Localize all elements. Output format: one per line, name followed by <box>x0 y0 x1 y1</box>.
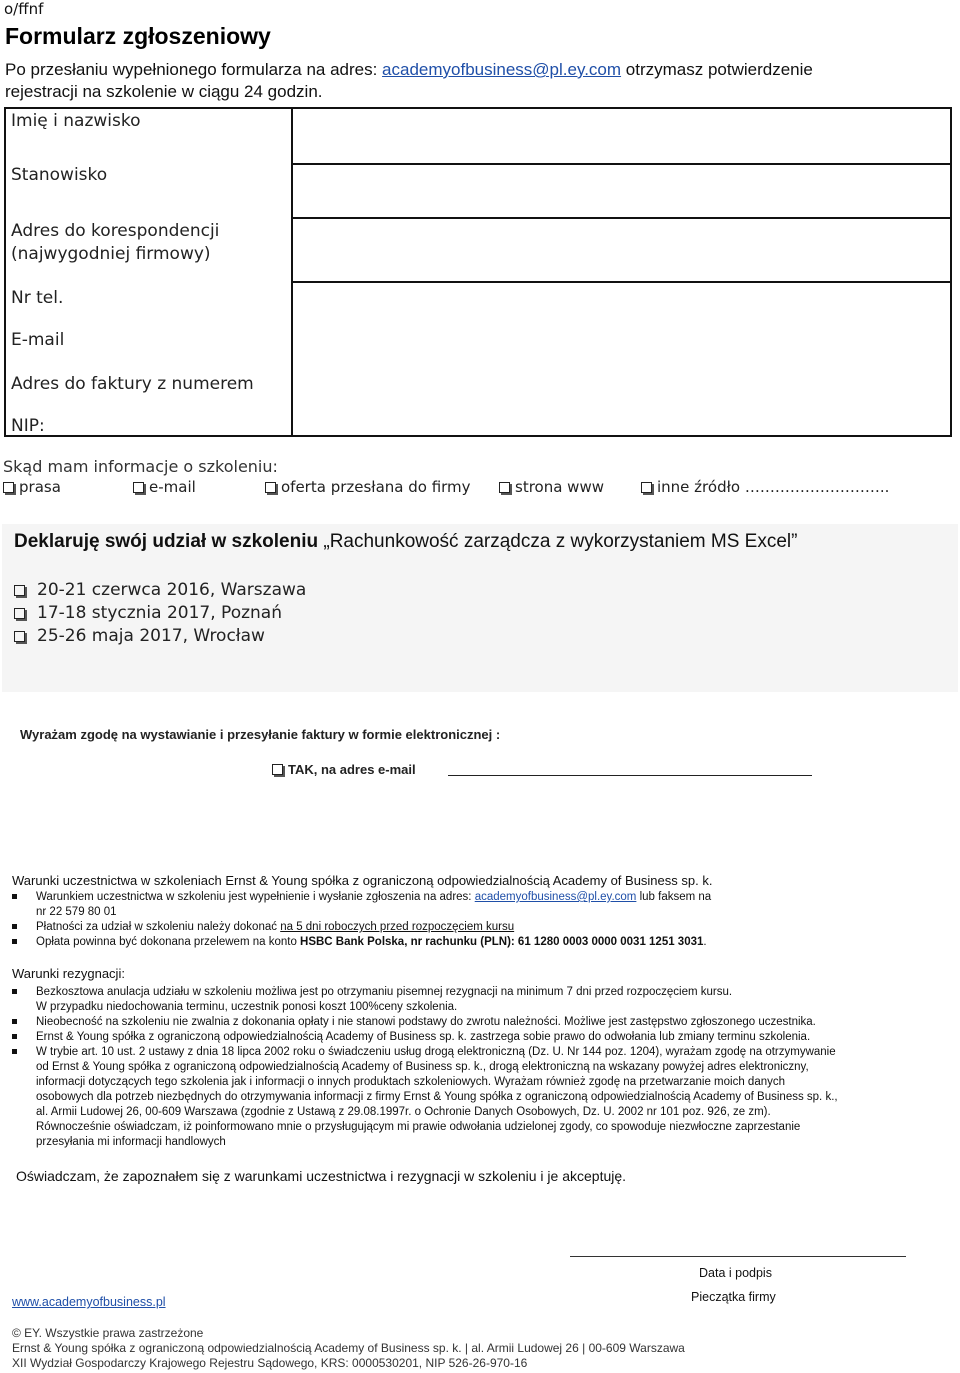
footer-copyright: © EY. Wszystkie prawa zastrzeżone <box>12 1326 204 1340</box>
bullet-icon <box>12 989 17 994</box>
date-option-poznan[interactable] <box>14 603 282 623</box>
acceptance-statement: Oświadczam, że zapoznałem się z warunkami uczestnictwa i rezygnacji w szkoleniu i je akceptuję. <box>16 1168 627 1184</box>
document-code: o/ffnf <box>4 0 44 18</box>
einvoice-email-line[interactable] <box>448 775 812 776</box>
source-option-label: inne źródło <box>657 478 741 496</box>
source-label: Skąd mam informacje o szkoleniu: <box>3 457 278 476</box>
checkbox-icon[interactable] <box>14 631 25 642</box>
checkbox-icon[interactable] <box>14 608 25 619</box>
label-invoice-address: Adres do faktury z numerem <box>11 374 254 394</box>
conditions-heading: Warunki uczestnictwa w szkoleniach Ernst & Young spółka z ograniczoną odpowiedzialnością Academy of Business sp. k. <box>12 873 713 888</box>
condition-3-after: . <box>703 936 707 948</box>
condition-2 <box>36 920 956 935</box>
condition-3-text: Opłata powinna być dokonana przelewem na konto <box>36 936 301 948</box>
label-position: Stanowisko <box>11 165 108 185</box>
page-title: Formularz zgłoszeniowy <box>5 23 271 49</box>
bullet-icon <box>12 924 17 929</box>
declaration-prefix: Deklaruję swój udział w szkoleniu <box>14 531 324 552</box>
bullet-icon <box>12 894 17 899</box>
consent-line: od Ernst & Young spółka z ograniczoną odpowiedzialnością Academy of Business sp. k., drogą elektroniczną na wskazany powyżej adres elektroniczny, <box>36 1061 809 1073</box>
label-name: Imię i nazwisko <box>11 111 141 131</box>
company-stamp-label: Pieczątka firmy <box>691 1290 776 1304</box>
row-divider-1 <box>291 163 950 165</box>
website-link[interactable]: www.academyofbusiness.pl <box>12 1295 166 1309</box>
consent-line: Równocześnie oświadczam, iż poinformowano mnie o przysługującym mi prawie odwołania udzielonej zgody, co spowoduje niezwłoczne zaprzestanie <box>36 1121 801 1133</box>
date-option-label: 25-26 maja 2017, Wrocław <box>37 626 265 646</box>
signature-line[interactable] <box>570 1256 906 1257</box>
intro-before: Po przesłaniu wypełnionego formularza na adres: <box>5 60 383 79</box>
resignation-1-line2: W przypadku niedochowania terminu, uczestnik ponosi koszt 100%ceny szkolenia. <box>36 1001 458 1013</box>
row-divider-3 <box>291 281 950 283</box>
field-value-position[interactable] <box>296 167 948 215</box>
course-name: „Rachunkowość zarządcza z wykorzystaniem MS Excel” <box>323 531 798 552</box>
footer-registry: XII Wydział Gospodarczy Krajowego Rejestru Sądowego, KRS: 0000530201, NIP 526-26-970-16 <box>12 1356 528 1370</box>
source-option-website[interactable] <box>499 478 604 496</box>
intro-line2: rejestracji na szkolenie w ciągu 24 godzin. <box>5 82 323 101</box>
einvoice-yes-option[interactable] <box>272 762 416 777</box>
date-option-label: 20-21 czerwca 2016, Warszawa <box>37 580 307 600</box>
table-column-divider <box>291 109 293 435</box>
label-address-line2: (najwygodniej firmowy) <box>11 244 211 264</box>
label-phone: Nr tel. <box>11 288 64 308</box>
resignation-2: Nieobecność na szkoleniu nie zwalnia z dokonania opłaty i nie stanowi podstawy do zwrotu należności. Możliwe jest zastępstwo zgłoszonego uczestnika. <box>36 1016 816 1028</box>
consent-line: informacji dotyczących tego szkolenia jak i informacji o innych produktach szkoleniowych. Wyrażam również zgodę na przetwarzanie moich danych <box>36 1076 786 1088</box>
source-option-press[interactable] <box>3 478 61 496</box>
checkbox-icon[interactable] <box>265 482 276 493</box>
condition-1-text: Warunkiem uczestnictwa w szkoleniu jest wypełnienie i wysłanie zgłoszenia na adres: <box>36 891 475 903</box>
bank-account: HSBC Bank Polska, nr rachunku (PLN): 61 1280 0003 0000 0031 1251 3031 <box>300 936 704 948</box>
consent-line: przesyłania mi informacji handlowych <box>36 1136 226 1148</box>
field-value-details[interactable] <box>296 285 948 433</box>
source-option-other[interactable] <box>641 478 889 496</box>
consent-line: al. Armii Ludowej 26, 00-609 Warszawa (zgodnie z Ustawą z 29.08.1997r. o Ochronie Danych Osobowych, Dz. U. 2002 nr 101 poz. 926, ze zm). <box>36 1106 771 1118</box>
date-signature-label: Data i podpis <box>699 1266 772 1280</box>
resignation-3: Ernst & Young spółka z ograniczoną odpowiedzialnością Academy of Business sp. k. zastrzega sobie prawo do odwołania lub zmiany terminu szkolenia. <box>36 1031 811 1043</box>
consent-line: osobowych dla potrzeb niezbędnych do otrzymywania informacji z firmy Ernst & Young spółka z ograniczoną odpowiedzialnością Academy of Business sp. k., <box>36 1091 838 1103</box>
intro-after: otrzymasz potwierdzenie <box>621 60 813 79</box>
field-value-name[interactable] <box>296 111 948 161</box>
einvoice-yes-label: TAK, na adres e-mail <box>288 762 416 777</box>
bullet-icon <box>12 939 17 944</box>
checkbox-icon[interactable] <box>133 482 144 493</box>
intro-email-link[interactable]: academyofbusiness@pl.ey.com <box>382 60 622 79</box>
source-option-label: e-mail <box>149 478 196 496</box>
label-email: E-mail <box>11 330 65 350</box>
checkbox-icon[interactable] <box>3 482 14 493</box>
bullet-icon <box>12 1019 17 1024</box>
date-option-wroclaw[interactable] <box>14 626 265 646</box>
einvoice-consent: Wyrażam zgodę na wystawianie i przesyłanie faktury w formie elektronicznej : <box>20 727 501 742</box>
label-nip: NIP: <box>11 416 45 436</box>
condition-1-line2: nr 22 579 80 01 <box>36 906 117 918</box>
declaration-heading <box>14 531 797 553</box>
checkbox-icon[interactable] <box>499 482 510 493</box>
source-option-offer[interactable] <box>265 478 471 496</box>
source-option-label: oferta przesłana do firmy <box>281 478 471 496</box>
bullet-icon <box>12 1034 17 1039</box>
row-divider-2 <box>291 217 950 219</box>
label-address-line1: Adres do korespondencji <box>11 221 220 241</box>
condition-1 <box>36 890 956 920</box>
condition-email-link[interactable]: academyofbusiness@pl.ey.com <box>474 891 637 903</box>
condition-2-text: Płatności za udział w szkoleniu należy dokonać <box>36 921 281 933</box>
date-option-label: 17-18 stycznia 2017, Poznań <box>37 603 282 623</box>
source-option-label: strona www <box>515 478 604 496</box>
checkbox-icon[interactable] <box>14 585 25 596</box>
resignation-heading: Warunki rezygnacji: <box>12 966 125 981</box>
source-option-email[interactable] <box>133 478 196 496</box>
checkbox-icon[interactable] <box>272 764 283 775</box>
other-source-dots: ……………………….. <box>744 478 890 496</box>
condition-3 <box>36 935 956 950</box>
checkbox-icon[interactable] <box>641 482 652 493</box>
intro-text <box>5 59 813 103</box>
condition-2-deadline: na 5 dni roboczych przed rozpoczęciem kursu <box>280 921 515 933</box>
consent-line: W trybie art. 10 ust. 2 ustawy z dnia 18 lipca 2002 roku o świadczeniu usług drogą elektroniczną (Dz. U. Nr 144 poz. 1204), wyrażam zgodę na otrzymywanie <box>36 1046 836 1058</box>
condition-1-after: lub faksem na <box>636 891 712 903</box>
field-value-address[interactable] <box>296 221 948 279</box>
date-option-warsaw[interactable] <box>14 580 306 600</box>
footer-company: Ernst & Young spółka z ograniczoną odpowiedzialnością Academy of Business sp. k. | al. Armii Ludowej 26 | 00-609 Warszawa <box>12 1341 685 1355</box>
resignation-1-line1: Bezkosztowa anulacja udziału w szkoleniu możliwa jest po otrzymaniu pisemnej rezygnacji na minimum 7 dni przed rozpoczęciem kursu. <box>36 986 733 998</box>
label-address <box>11 220 219 266</box>
bullet-icon <box>12 1049 17 1054</box>
source-option-label: prasa <box>19 478 61 496</box>
resignation-1 <box>36 985 956 1015</box>
resignation-4 <box>36 1045 956 1150</box>
